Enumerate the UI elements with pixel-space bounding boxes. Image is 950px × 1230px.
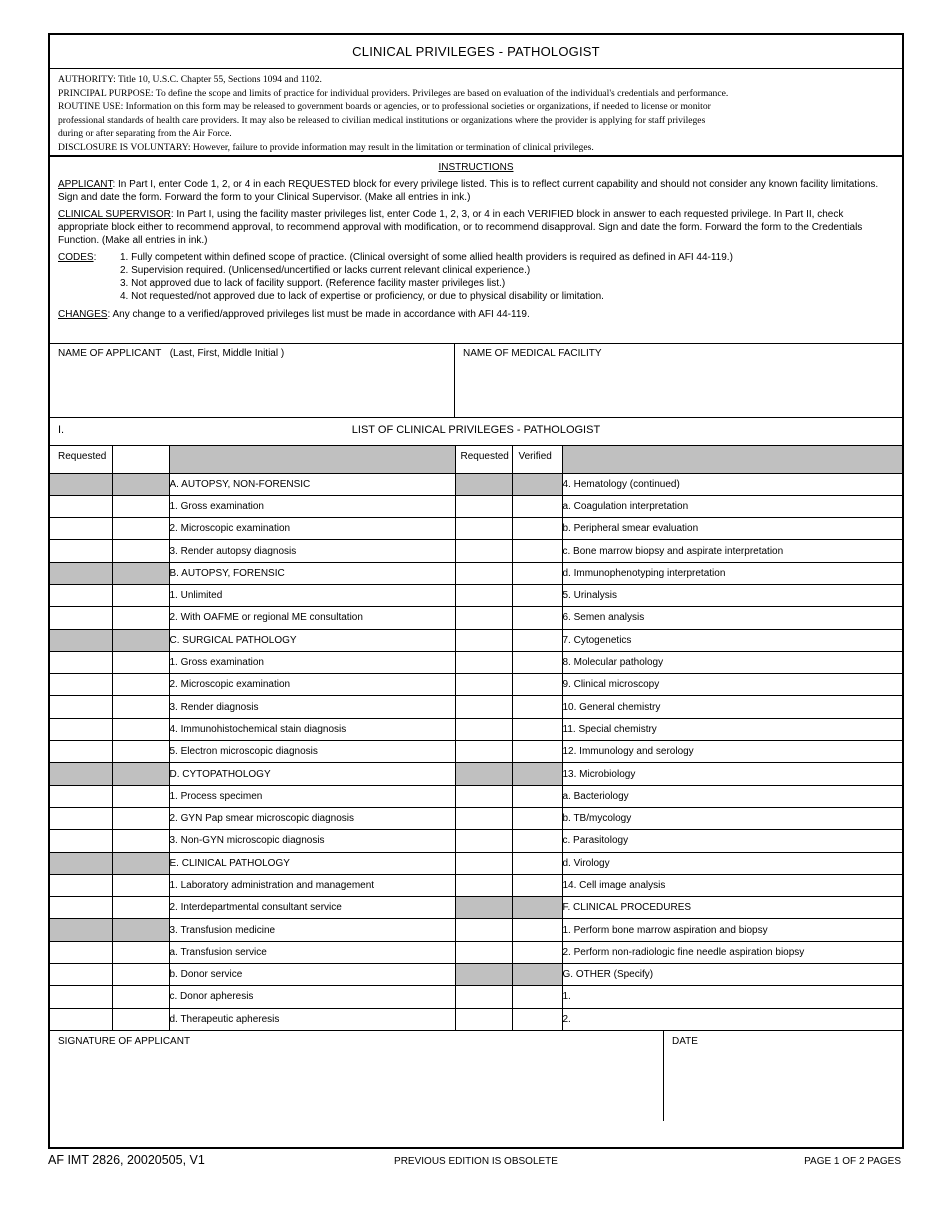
verified-cell[interactable] — [112, 807, 169, 829]
section-shaded-cell — [455, 897, 512, 919]
verified-cell[interactable] — [112, 897, 169, 919]
privilege-label: 2. With OAFME or regional ME consultation — [169, 607, 455, 629]
requested-cell[interactable] — [50, 607, 112, 629]
verified-cell[interactable] — [512, 919, 562, 941]
verified-cell[interactable] — [112, 718, 169, 740]
privilege-label: 12. Immunology and serology — [562, 741, 902, 763]
section-shaded-cell — [112, 562, 169, 584]
requested-cell[interactable] — [455, 852, 512, 874]
section-shaded-cell — [512, 897, 562, 919]
applicant-label: APPLICANT — [58, 179, 113, 190]
section-shaded-cell — [50, 629, 112, 651]
verified-cell[interactable] — [112, 785, 169, 807]
routine-use-line: professional standards of health care providers. It may also be released to civilian medical institutions or organizations where the provider is applying for staff privileges — [58, 114, 706, 126]
privilege-label: b. Peripheral smear evaluation — [562, 518, 902, 540]
section-shaded-cell — [50, 562, 112, 584]
applicant-text: : In Part I, enter Code 1, 2, or 4 in each REQUESTED block for every privilege listed. This is to reflect current capability and should not consider any known facility limitations. Sign and date the form. Forward the form to your Clinical Supervisor. (Make all entries in ink.) — [58, 179, 879, 203]
privilege-column-header — [562, 446, 902, 473]
requested-cell[interactable] — [455, 807, 512, 829]
privilege-label: 1. Gross examination — [169, 651, 455, 673]
requested-cell[interactable] — [50, 584, 112, 606]
privilege-label: G. OTHER (Specify) — [562, 964, 902, 986]
requested-cell[interactable] — [455, 562, 512, 584]
requested-cell[interactable] — [50, 718, 112, 740]
supervisor-label: CLINICAL SUPERVISOR — [58, 209, 171, 220]
requested-cell[interactable] — [50, 874, 112, 896]
changes-note — [58, 308, 894, 321]
verified-cell[interactable] — [112, 674, 169, 696]
verified-cell[interactable] — [112, 830, 169, 852]
changes-label: CHANGES — [58, 309, 108, 320]
verified-column-header: Verified — [512, 446, 562, 473]
applicant-name-field[interactable] — [50, 344, 455, 417]
verified-cell[interactable] — [512, 941, 562, 963]
instructions-title: INSTRUCTIONS — [438, 162, 514, 173]
requested-cell[interactable] — [455, 941, 512, 963]
privilege-row — [50, 674, 902, 696]
requested-cell[interactable] — [50, 696, 112, 718]
privilege-row — [50, 941, 902, 963]
verified-cell[interactable] — [112, 495, 169, 517]
section-shaded-cell — [50, 473, 112, 495]
requested-cell[interactable] — [455, 830, 512, 852]
privilege-label: 1. — [562, 986, 902, 1008]
privilege-row — [50, 696, 902, 718]
privilege-label: c. Parasitology — [562, 830, 902, 852]
privilege-label: 5. Electron microscopic diagnosis — [169, 741, 455, 763]
part-title: LIST OF CLINICAL PRIVILEGES - PATHOLOGIST — [351, 424, 601, 436]
privilege-label: 3. Render diagnosis — [169, 696, 455, 718]
privilege-label: E. CLINICAL PATHOLOGY — [169, 852, 455, 874]
requested-cell[interactable] — [455, 1008, 512, 1030]
privilege-label: 1. Unlimited — [169, 584, 455, 606]
privilege-row — [50, 718, 902, 740]
requested-cell[interactable] — [50, 495, 112, 517]
privilege-label: d. Virology — [562, 852, 902, 874]
requested-cell[interactable] — [455, 651, 512, 673]
privilege-row — [50, 807, 902, 829]
verified-cell[interactable] — [512, 830, 562, 852]
codes-label: CODES — [58, 252, 94, 263]
changes-text: : Any change to a verified/approved privileges list must be made in accordance with AFI 44-119. — [107, 309, 530, 320]
privilege-label: D. CYTOPATHOLOGY — [169, 763, 455, 785]
verified-cell[interactable] — [512, 518, 562, 540]
applicant-name-label: NAME OF APPLICANT — [58, 348, 162, 359]
requested-cell[interactable] — [455, 919, 512, 941]
requested-cell[interactable] — [50, 830, 112, 852]
requested-column-header: Requested — [455, 446, 512, 473]
verified-cell[interactable] — [512, 852, 562, 874]
part-number: I. — [58, 424, 65, 436]
requested-cell[interactable] — [455, 785, 512, 807]
requested-cell[interactable] — [455, 518, 512, 540]
privilege-row — [50, 495, 902, 517]
privilege-row — [50, 518, 902, 540]
page-indicator: PAGE 1 OF 2 PAGES — [804, 1156, 901, 1167]
privilege-row — [50, 540, 902, 562]
privilege-row — [50, 897, 902, 919]
privilege-label: c. Donor apheresis — [169, 986, 455, 1008]
verified-cell[interactable] — [112, 540, 169, 562]
requested-column-header: Requested — [50, 446, 112, 473]
principal-purpose-line: PRINCIPAL PURPOSE: To define the scope and limits of practice for individual providers. Privileges are based on evaluation of the individual's credentials and performance. — [58, 87, 729, 99]
requested-cell[interactable] — [50, 518, 112, 540]
requested-cell[interactable] — [50, 941, 112, 963]
privilege-label: 10. General chemistry — [562, 696, 902, 718]
routine-use-line: ROUTINE USE: Information on this form may be released to government boards or agencies, or to professional societies or organizations, if needed to license or monitor — [58, 101, 711, 113]
verified-cell[interactable] — [112, 941, 169, 963]
codes-colon: : — [93, 252, 97, 263]
privilege-label: F. CLINICAL PROCEDURES — [562, 897, 902, 919]
date-label: DATE — [672, 1035, 698, 1047]
signature-row — [50, 1031, 902, 1121]
privilege-label: 2. GYN Pap smear microscopic diagnosis — [169, 807, 455, 829]
verified-cell[interactable] — [512, 986, 562, 1008]
section-shaded-cell — [112, 919, 169, 941]
verified-cell[interactable] — [112, 607, 169, 629]
part-one-header — [50, 418, 902, 446]
privilege-label: 3. Render autopsy diagnosis — [169, 540, 455, 562]
requested-cell[interactable] — [455, 629, 512, 651]
edition-note: PREVIOUS EDITION IS OBSOLETE — [394, 1156, 558, 1167]
form-title: CLINICAL PRIVILEGES - PATHOLOGIST — [50, 35, 902, 69]
privilege-row — [50, 607, 902, 629]
section-shaded-cell — [112, 763, 169, 785]
verified-cell[interactable] — [512, 696, 562, 718]
privilege-label: 2. Interdepartmental consultant service — [169, 897, 455, 919]
privilege-label: 2. Microscopic examination — [169, 518, 455, 540]
code-item: 2. Supervision required. (Unlicensed/uncertified or lacks current relevant clinical experience.) — [120, 265, 531, 276]
routine-use-line: during or after separating from the Air Force. — [58, 128, 232, 140]
privilege-row — [50, 830, 902, 852]
verified-cell[interactable] — [512, 718, 562, 740]
privilege-label: 4. Immunohistochemical stain diagnosis — [169, 718, 455, 740]
verified-cell[interactable] — [512, 607, 562, 629]
verified-cell[interactable] — [112, 874, 169, 896]
privilege-label: 9. Clinical microscopy — [562, 674, 902, 696]
requested-cell[interactable] — [50, 741, 112, 763]
privilege-column-header — [169, 446, 455, 473]
form-number: AF IMT 2826, 20020505, V1 — [48, 1153, 205, 1167]
requested-cell[interactable] — [455, 584, 512, 606]
requested-cell[interactable] — [50, 674, 112, 696]
privilege-label: 3. Non-GYN microscopic diagnosis — [169, 830, 455, 852]
privilege-label: 7. Cytogenetics — [562, 629, 902, 651]
section-shaded-cell — [455, 763, 512, 785]
privilege-row — [50, 629, 902, 651]
disclosure-line: DISCLOSURE IS VOLUNTARY: However, failure to provide information may result in the limitation or termination of clinical privileges. — [58, 141, 594, 153]
privilege-label: C. SURGICAL PATHOLOGY — [169, 629, 455, 651]
verified-cell[interactable] — [512, 562, 562, 584]
verified-cell[interactable] — [112, 696, 169, 718]
section-shaded-cell — [512, 473, 562, 495]
privilege-label: 6. Semen analysis — [562, 607, 902, 629]
privilege-label: 2. Perform non-radiologic fine needle aspiration biopsy — [562, 941, 902, 963]
privilege-label: 11. Special chemistry — [562, 718, 902, 740]
code-item: 1. Fully competent within defined scope of practice. (Clinical oversight of some allied health providers is required as defined in AFI 44-119.) — [120, 252, 733, 263]
privilege-label: d. Therapeutic apheresis — [169, 1008, 455, 1030]
privacy-act-statement — [50, 69, 902, 157]
section-shaded-cell — [512, 763, 562, 785]
requested-cell[interactable] — [50, 897, 112, 919]
privilege-row — [50, 964, 902, 986]
privilege-label: 1. Gross examination — [169, 495, 455, 517]
verified-cell[interactable] — [512, 584, 562, 606]
privilege-label: a. Coagulation interpretation — [562, 495, 902, 517]
requested-cell[interactable] — [455, 718, 512, 740]
table-header-row — [50, 446, 902, 473]
privilege-row — [50, 852, 902, 874]
authority-line: AUTHORITY: Title 10, U.S.C. Chapter 55, Sections 1094 and 1102. — [58, 74, 322, 85]
requested-cell[interactable] — [455, 540, 512, 562]
verified-cell[interactable] — [112, 518, 169, 540]
facility-name-label: NAME OF MEDICAL FACILITY — [463, 348, 602, 359]
privilege-row — [50, 919, 902, 941]
verified-cell[interactable] — [112, 584, 169, 606]
privilege-row — [50, 473, 902, 495]
privilege-label: a. Transfusion service — [169, 941, 455, 963]
verified-cell[interactable] — [512, 651, 562, 673]
verified-cell[interactable] — [512, 674, 562, 696]
codes-list — [58, 251, 894, 303]
privilege-label: A. AUTOPSY, NON-FORENSIC — [169, 473, 455, 495]
privilege-label: 1. Laboratory administration and management — [169, 874, 455, 896]
privilege-label: 8. Molecular pathology — [562, 651, 902, 673]
verified-cell[interactable] — [512, 741, 562, 763]
requested-cell[interactable] — [455, 874, 512, 896]
verified-cell[interactable] — [112, 651, 169, 673]
privileges-table — [50, 446, 902, 1031]
section-shaded-cell — [455, 473, 512, 495]
supervisor-text: : In Part I, using the facility master privileges list, enter Code 1, 2, 3, or 4 in each VERIFIED block in answer to each requested privilege. In Part II, check appropriate block either to recommend approval, to recommend approval with modification, or to recommend disapproval. Sign and date the form. Forward the form to the Credentials Function. (Make all entries in ink.) — [58, 209, 863, 246]
verified-cell[interactable] — [112, 986, 169, 1008]
verified-cell[interactable] — [512, 807, 562, 829]
section-shaded-cell — [112, 473, 169, 495]
form-footer — [48, 1153, 904, 1173]
section-shaded-cell — [455, 964, 512, 986]
privilege-label: b. TB/mycology — [562, 807, 902, 829]
privilege-label: 14. Cell image analysis — [562, 874, 902, 896]
privilege-row — [50, 763, 902, 785]
privilege-row — [50, 651, 902, 673]
section-shaded-cell — [50, 919, 112, 941]
privilege-row — [50, 874, 902, 896]
code-item: 3. Not approved due to lack of facility support. (Reference facility master privileges list.) — [120, 278, 506, 289]
requested-cell[interactable] — [455, 986, 512, 1008]
section-shaded-cell — [112, 852, 169, 874]
privilege-label: b. Donor service — [169, 964, 455, 986]
privilege-label: 2. — [562, 1008, 902, 1030]
section-shaded-cell — [112, 629, 169, 651]
privilege-label: 2. Microscopic examination — [169, 674, 455, 696]
privilege-label: 4. Hematology (continued) — [562, 473, 902, 495]
privilege-label: 1. Perform bone marrow aspiration and biopsy — [562, 919, 902, 941]
privilege-label: 3. Transfusion medicine — [169, 919, 455, 941]
applicant-name-hint: (Last, First, Middle Initial ) — [169, 348, 285, 359]
privilege-label: B. AUTOPSY, FORENSIC — [169, 562, 455, 584]
code-item: 4. Not requested/not approved due to lack of expertise or proficiency, or due to physical disability or limitation. — [120, 291, 604, 302]
form-frame — [48, 33, 904, 1149]
verified-column-header-blank — [112, 446, 169, 473]
requested-cell[interactable] — [50, 540, 112, 562]
section-shaded-cell — [50, 852, 112, 874]
privilege-row — [50, 1008, 902, 1030]
verified-cell[interactable] — [112, 741, 169, 763]
requested-cell[interactable] — [455, 696, 512, 718]
privilege-row — [50, 785, 902, 807]
privilege-row — [50, 562, 902, 584]
signature-label: SIGNATURE OF APPLICANT — [58, 1035, 191, 1047]
privilege-label: a. Bacteriology — [562, 785, 902, 807]
facility-name-field[interactable] — [455, 344, 902, 417]
requested-cell[interactable] — [50, 964, 112, 986]
name-fields-row — [50, 344, 902, 418]
requested-cell[interactable] — [50, 986, 112, 1008]
supervisor-instructions — [58, 208, 894, 247]
verified-cell[interactable] — [512, 785, 562, 807]
verified-cell[interactable] — [112, 1008, 169, 1030]
verified-cell[interactable] — [512, 629, 562, 651]
date-field[interactable] — [664, 1031, 902, 1121]
requested-cell[interactable] — [455, 741, 512, 763]
requested-cell[interactable] — [455, 495, 512, 517]
requested-cell[interactable] — [50, 807, 112, 829]
privilege-label: 1. Process specimen — [169, 785, 455, 807]
verified-cell[interactable] — [512, 874, 562, 896]
requested-cell[interactable] — [455, 607, 512, 629]
privilege-label: d. Immunophenotyping interpretation — [562, 562, 902, 584]
privilege-row — [50, 986, 902, 1008]
verified-cell[interactable] — [512, 495, 562, 517]
requested-cell[interactable] — [50, 1008, 112, 1030]
section-shaded-cell — [50, 763, 112, 785]
applicant-signature-field[interactable] — [50, 1031, 664, 1121]
verified-cell[interactable] — [512, 1008, 562, 1030]
section-shaded-cell — [512, 964, 562, 986]
verified-cell[interactable] — [512, 540, 562, 562]
instructions-section — [50, 157, 902, 344]
privilege-row — [50, 741, 902, 763]
verified-cell[interactable] — [112, 964, 169, 986]
applicant-instructions — [58, 178, 894, 204]
requested-cell[interactable] — [50, 785, 112, 807]
requested-cell[interactable] — [50, 651, 112, 673]
privilege-label: c. Bone marrow biopsy and aspirate interpretation — [562, 540, 902, 562]
privilege-label: 13. Microbiology — [562, 763, 902, 785]
privilege-row — [50, 584, 902, 606]
requested-cell[interactable] — [455, 674, 512, 696]
privilege-label: 5. Urinalysis — [562, 584, 902, 606]
